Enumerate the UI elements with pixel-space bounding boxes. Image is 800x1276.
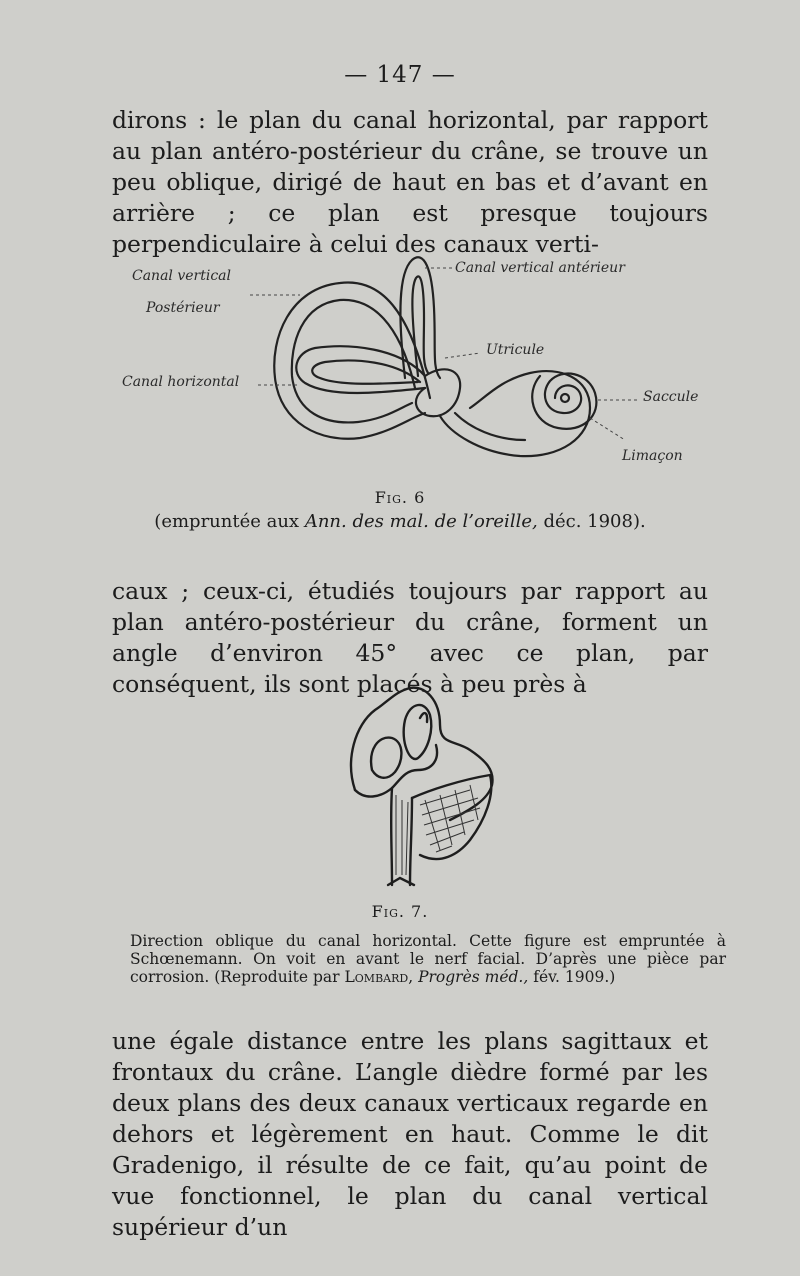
figure-7-caption: Direction oblique du canal horizontal. Cette figure est empruntée à Schœnemann. On voit en avant le nerf facial. D’après une pièce par corrosion. (Reproduite par Lombard, Progrès méd., fév. 1909.) (130, 932, 726, 986)
label-canal-vertical: Canal vertical (132, 268, 232, 284)
label-canal-vertical-anterieur: Canal vertical antérieur (455, 260, 625, 276)
label-posterieur: Postérieur (146, 300, 220, 316)
label-limacon: Limaçon (622, 448, 683, 464)
figure-6-drawing (0, 248, 800, 478)
label-saccule: Saccule (643, 389, 699, 405)
paragraph-3: une égale distance entre les plans sagittaux et frontaux du crâne. L’angle dièdre formé par les deux plans des deux canaux verticaux regarde en dehors et légèrement en haut. Comme le dit Gradenigo, il résulte de ce fait, qu’au point de vue fonctionnel, le plan du canal vertical supérieur d’un (112, 1027, 708, 1241)
figure-7-title: Fig. 7. (371, 902, 429, 921)
paragraph-2: caux ; ceux-ci, étudiés toujours par rapport au plan antéro-postérieur du crâne, forment un angle d’environ 45° avec ce plan, par conséquent, ils sont placés à peu près à (112, 577, 708, 698)
figure-6-caption: (empruntée aux Ann. des mal. de l’oreille, déc. 1908). (154, 511, 646, 532)
figure-7-drawing (0, 680, 800, 895)
page-number: — 147 — (344, 62, 456, 88)
figure-7-corrosion-drawing (0, 680, 800, 895)
figure-6-inner-ear-diagram (0, 248, 800, 478)
paragraph-1: dirons : le plan du canal horizontal, par rapport au plan antéro-postérieur du crâne, se trouve un peu oblique, dirigé de haut en bas et d’avant en arrière ; ce plan est presque toujours perpendiculaire à celui des canaux verti- (112, 106, 708, 258)
label-canal-horizontal: Canal horizontal (122, 374, 240, 390)
figure-6-title: Fig. 6 (374, 488, 426, 507)
label-utricule: Utricule (486, 342, 545, 358)
